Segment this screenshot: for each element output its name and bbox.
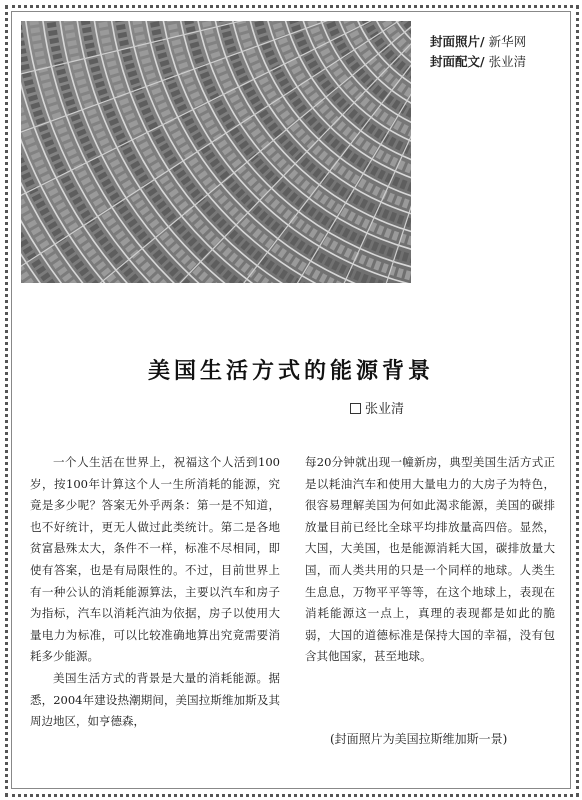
- article-author: [350, 398, 404, 417]
- body-column-right: [305, 452, 555, 668]
- author-box-icon: [350, 403, 361, 414]
- cover-credits: [430, 32, 526, 72]
- photo-credit-line: [430, 32, 526, 52]
- photo-credit-source: 新华网: [488, 34, 527, 49]
- body-paragraph-continued: 每20分钟就出现一幢新房，典型美国生活方式正是以耗油汽车和使用大量电力的大房子为特色，很容易理解美国为何如此渴求能源，美国的碳排放量目前已经比全球平均排放量高四倍。显然，大国，大美国，也是能源消耗大国，碳排放量大国，而人类共用的只是一个同样的地球。人类生生息息，万物平平等等，在这个地球上，表现在消耗能源这一点上，真理的表现都是如此的脆弱，大国的道德标准是保持大国的幸福，没有包含其他国家，甚至地球。: [305, 455, 555, 664]
- body-paragraph-1: 一个人生活在世界上，祝福这个人活到100岁，按100年计算这个人一生所消耗的能源，究竟是多少呢？答案无外乎两条：第一是不知道，也不好统计，更无人做过此类统计。第二是各地贫富悬殊太大，条件不一样，标准不尽相同，即使有答案，也是有局限性的。不过，目前世界上有一种公认的消耗能源算法，主要以汽车和房子为指标，汽车以消耗汽油为依据，房子以使用大量电力为标准，可以比较准确地算出究竟需要消耗多少能源。: [30, 455, 280, 664]
- article-title: 美国生活方式的能源背景: [147, 358, 434, 384]
- body-paragraph-2: 美国生活方式的背景是大量的消耗能源。据悉，2004年建设热潮期间，美国拉斯维加斯及其周边地区，如亨德森，: [30, 670, 280, 729]
- author-name: 张业清: [365, 402, 405, 417]
- cover-photo: [21, 21, 411, 283]
- text-credit-author: 张业清: [488, 54, 527, 69]
- photo-credit-label: 封面照片/: [430, 34, 485, 49]
- body-column-left: [30, 452, 280, 733]
- photo-caption: (封面照片为美国拉斯维加斯一景): [330, 732, 508, 746]
- text-credit-line: [430, 52, 526, 72]
- text-credit-label: 封面配文/: [430, 54, 485, 69]
